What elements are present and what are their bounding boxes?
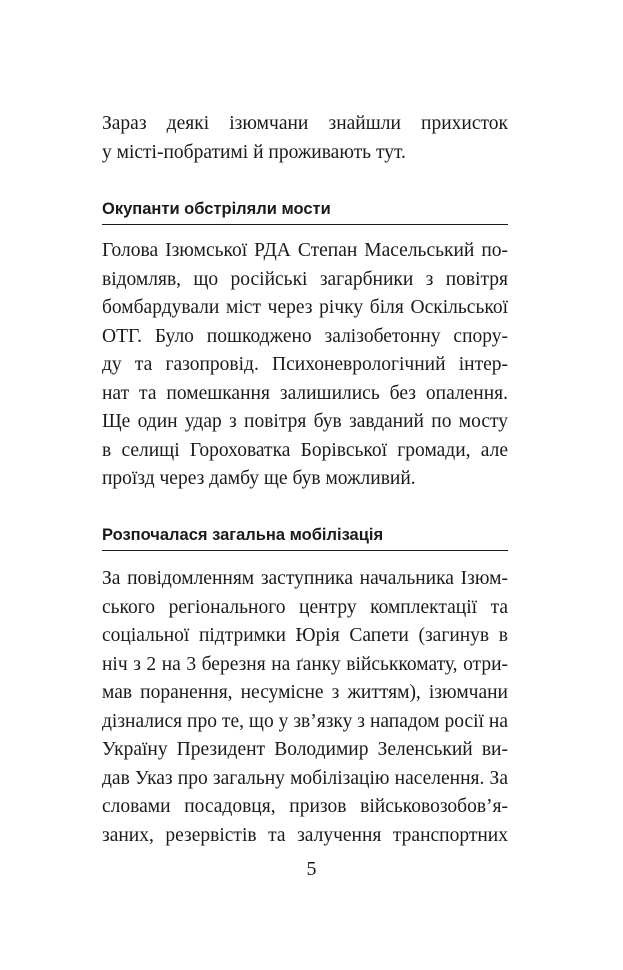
paragraph-line: бомбардували міст через річку біля Оскільської bbox=[102, 297, 508, 318]
paragraph-line: ніч з 2 на 3 березня на ґанку військкомату, отри- bbox=[102, 653, 508, 675]
paragraph-line: ського регіонального центру комплектації та bbox=[102, 596, 508, 618]
paragraph-line: Голова Ізюмської РДА Степан Масельський по- bbox=[102, 240, 508, 261]
paragraph-line: соціальної підтримки Юрія Сапети (загинув в bbox=[102, 625, 508, 646]
paragraph-line: відомляв, що російські загарбники з повітря bbox=[102, 268, 508, 290]
paragraph-line: проїзд через дамбу ще був можливий. bbox=[102, 468, 416, 489]
page-number: 5 bbox=[306, 858, 317, 880]
paragraph-line: Україну Президент Володимир Зеленський ви- bbox=[102, 739, 508, 760]
paragraph-line: мав поранення, несумісне з життям), ізюмчани bbox=[102, 682, 508, 703]
intro-paragraph bbox=[102, 110, 508, 167]
paragraph-line: словами посадовця, призов військовозобов’я- bbox=[102, 796, 508, 817]
paragraph-line: Ще один удар з повітря був завданий по мосту bbox=[102, 411, 508, 432]
section-paragraph-mobilization bbox=[102, 565, 508, 850]
paragraph-line: нат та помешкання залишились без опалення. bbox=[102, 382, 508, 404]
paragraph-line: Зараз деякі ізюмчани знайшли прихисток bbox=[102, 113, 508, 134]
paragraph-line: у місті-побратимі й проживають тут. bbox=[102, 141, 406, 163]
paragraph-line: За повідомленням заступника начальника Ізюм- bbox=[102, 568, 508, 589]
paragraph-line: заних, резервістів та залучення транспортних bbox=[102, 824, 508, 846]
paragraph-line: ОТГ. Було пошкоджено залізобетонну спору- bbox=[102, 325, 508, 347]
section-heading-mobilization: Розпочалася загальна мобілізація bbox=[102, 524, 508, 551]
section-heading-bridges: Окупанти обстріляли мости bbox=[102, 198, 508, 225]
paragraph-line: ду та газопровід. Психоневрологічний інтер- bbox=[102, 354, 508, 375]
paragraph-line: дав Указ про загальну мобілізацію населення. За bbox=[102, 767, 508, 789]
paragraph-line: дізналися про те, що у зв’язку з нападом росії на bbox=[102, 710, 508, 732]
paragraph-line: в селищі Гороховатка Борівської громади, але bbox=[102, 439, 508, 461]
section-paragraph-bridges bbox=[102, 237, 508, 494]
